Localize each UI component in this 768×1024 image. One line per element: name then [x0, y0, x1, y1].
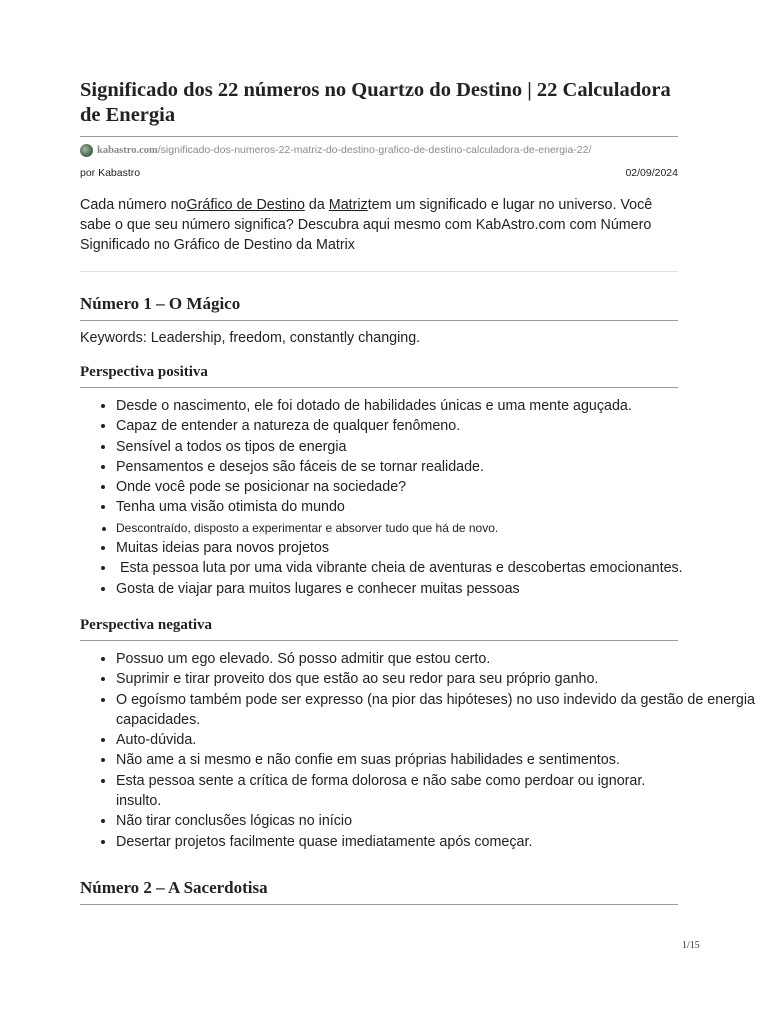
page-number: 1/15: [682, 940, 700, 951]
list-item: • Esta pessoa luta por uma vida vibrante cheia de aventuras e descobertas emocionantes.: [116, 558, 678, 578]
title-divider: [80, 136, 678, 137]
source-url[interactable]: [80, 142, 678, 158]
list-item: • Desde o nascimento, ele foi dotado de habilidades únicas e uma mente aguçada.: [116, 396, 678, 416]
list-item: • Esta pessoa sente a crítica de forma dolorosa e não sabe como perdoar ou ignorar. insulto.: [116, 771, 678, 812]
url-host: kabastro.com: [97, 145, 158, 156]
list-item: • Não ame a si mesmo e não confie em suas próprias habilidades e sentimentos.: [116, 750, 678, 770]
list-item: • Muitas ideias para novos projetos: [116, 538, 678, 558]
intro-paragraph: Cada número noGráfico de Destino da Matriztem um significado e lugar no universo. Você sabe o que seu número significa? Descubra aqui mesmo com KabAstro.com com Número Significado no Gráfico de Destino da Matrix: [80, 197, 653, 253]
list-item: • Onde você pode se posicionar na sociedade?: [116, 477, 678, 497]
list-item: • Pensamentos e desejos são fáceis de se tornar realidade.: [116, 457, 678, 477]
list-item: • Gosta de viajar para muitos lugares e conhecer muitas pessoas: [116, 579, 678, 599]
author: por Kabastro: [80, 167, 141, 179]
link-matrix[interactable]: Matriz: [328, 197, 368, 213]
subheading-negative: Perspectiva negativa: [80, 616, 213, 633]
publish-date: 02/09/2024: [625, 167, 678, 179]
link-destiny-chart[interactable]: Gráfico de Destino: [186, 197, 305, 213]
list-item: • Desertar projetos facilmente quase imediatamente após começar.: [116, 832, 678, 852]
list-item: • Capaz de entender a natureza de qualquer fenômeno.: [116, 416, 678, 436]
list-item: • Auto-dúvida.: [116, 730, 678, 750]
negative-list: [80, 649, 755, 852]
list-item: • Descontraído, disposto a experimentar e absorver tudo que há de novo.: [116, 518, 678, 538]
list-item: • O egoísmo também pode ser expresso (na pior das hipóteses) no uso indevido da gestão de energia capacidades.: [116, 690, 678, 731]
subheading-positive: Perspectiva positiva: [80, 364, 208, 380]
url-path: /significado-dos-numeros-22-matriz-do-destino-grafico-de-destino-calculadora-de-energia-22/: [157, 144, 592, 156]
section-heading-number-2: Número 2 – A Sacerdotisa: [80, 877, 268, 897]
list-item: • Sensível a todos os tipos de energia: [116, 437, 678, 457]
list-item: • Não tirar conclusões lógicas no início: [116, 811, 678, 831]
list-item: • Suprimir e tirar proveito dos que estão ao seu redor para seu próprio ganho.: [116, 669, 678, 689]
document-page: [80, 78, 755, 905]
keywords: Keywords: Leadership, freedom, constantly changing.: [80, 330, 421, 346]
list-item: • Tenha uma visão otimista do mundo: [116, 497, 678, 517]
list-item: • Possuo um ego elevado. Só posso admitir que estou certo.: [116, 649, 678, 669]
positive-list: [80, 396, 683, 599]
site-favicon-icon: [80, 144, 93, 157]
intro-divider: [80, 271, 678, 272]
article-title: Significado dos 22 números no Quartzo do Destino | 22 Calculadora de Energia: [80, 79, 671, 126]
article-meta: [80, 167, 678, 179]
section-heading-number-1: Número 1 – O Mágico: [80, 294, 241, 313]
